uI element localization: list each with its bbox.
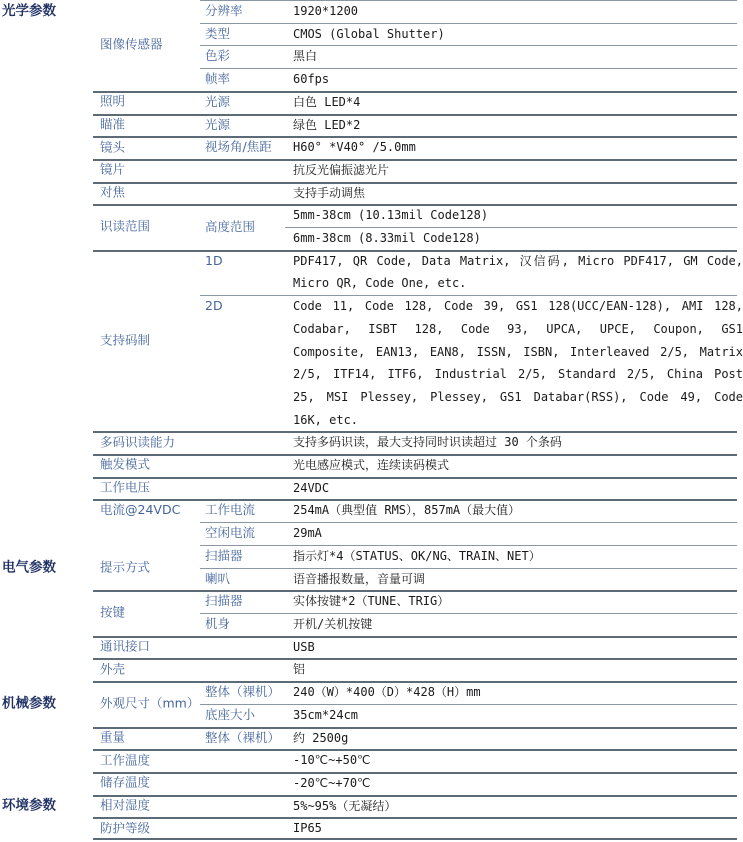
- group-row: [0, 499, 743, 544]
- param-row: [0, 136, 743, 159]
- value-cells: [293, 681, 743, 704]
- param-row: [0, 477, 743, 500]
- value-cells: [293, 727, 743, 750]
- value-line: 白色 LED*4: [293, 94, 361, 109]
- value-line: 1920*1200: [293, 4, 359, 18]
- value-cells: [293, 817, 743, 840]
- value-cell: [293, 545, 743, 568]
- value-cells: [293, 454, 743, 477]
- group-label: 通讯接口: [100, 638, 151, 654]
- param-label: 类型: [205, 25, 231, 41]
- value-cell: [293, 454, 743, 477]
- value-cells: [293, 613, 743, 636]
- value-cell: [293, 114, 743, 137]
- value-line: CMOS (Global Shutter): [293, 26, 445, 41]
- param-label: 喇叭: [205, 570, 231, 586]
- value-line: 光电感应模式，连续读码模式: [293, 458, 450, 473]
- group-row: [0, 250, 743, 432]
- value-line: 24VDC: [293, 480, 330, 495]
- value-cells: [293, 545, 743, 568]
- value-cell: [293, 795, 743, 818]
- value-cell: [293, 0, 743, 23]
- param-row: [0, 749, 743, 772]
- value-line: 60fps: [293, 72, 330, 87]
- group-row: [0, 817, 743, 840]
- value-line: Codabar, ISBT 128, Code 93, UPCA, UPCE, Coupon, GS1: [293, 321, 743, 336]
- param-row: [0, 431, 743, 454]
- value-line: PDF417, QR Code, Data Matrix, 汉信码, Micro PDF417, GM Code,: [293, 253, 743, 268]
- param-row: [0, 658, 743, 681]
- section-label: 光学参数: [2, 3, 56, 19]
- value-line: 开机/关机按键: [293, 616, 373, 631]
- param-label: 整体（裸机）: [205, 684, 281, 700]
- group-row: [0, 204, 743, 249]
- value-cells: [293, 499, 743, 522]
- value-line: -10℃~+50℃: [293, 753, 371, 768]
- group-label: 对焦: [100, 184, 126, 200]
- value-cells: [293, 568, 743, 591]
- param-label: 视场角/焦距: [205, 139, 272, 155]
- group-label: 瞄准: [100, 116, 126, 132]
- value-line: 约 2500g: [293, 730, 349, 745]
- group-label: 照明: [100, 93, 126, 109]
- group-label: 外观尺寸（mm）: [100, 695, 200, 711]
- group-label: 相对湿度: [100, 797, 151, 813]
- param-row: [0, 681, 743, 704]
- param-row: [0, 590, 743, 613]
- value-cell: [293, 658, 743, 681]
- value-cell: [293, 772, 743, 795]
- param-label: 工作电流: [205, 502, 256, 518]
- group-label: 储存温度: [100, 774, 151, 790]
- group-row: [0, 477, 743, 500]
- value-cells: [293, 295, 743, 431]
- param-row: [0, 772, 743, 795]
- value-line: 支持手动调焦: [293, 185, 366, 200]
- value-cell: [293, 568, 743, 591]
- group-row: [0, 658, 743, 681]
- param-row: [0, 295, 743, 431]
- value-line: IP65: [293, 821, 322, 836]
- value-cells: [293, 795, 743, 818]
- value-cells: [293, 91, 743, 114]
- param-label: 2D: [205, 298, 223, 314]
- value-line: 语音播报数量，音量可调: [293, 571, 426, 586]
- param-label: 光源: [205, 116, 231, 132]
- value-line: 25, MSI Plessey, Plessey, GS1 Databar(RSS), Code 49, Code: [293, 389, 743, 404]
- group-label: 触发模式: [100, 457, 151, 473]
- group-label: 图像传感器: [100, 37, 163, 53]
- param-row: [0, 45, 743, 68]
- value-cell: [293, 499, 743, 522]
- value-line: 254mA（典型值 RMS），857mA（最大值）: [293, 503, 521, 518]
- param-row: [0, 454, 743, 477]
- section-label: 电气参数: [2, 559, 56, 576]
- value-cells: [293, 658, 743, 681]
- value-cells: [293, 704, 743, 727]
- value-cell: [293, 23, 743, 46]
- group-row: [0, 636, 743, 659]
- param-label: 底座大小: [205, 706, 256, 722]
- value-cells: [293, 204, 743, 249]
- value-cells: [293, 114, 743, 137]
- param-label: 帧率: [205, 71, 231, 87]
- value-cell: [293, 159, 743, 182]
- group-label: 电流@24VDC: [100, 502, 181, 518]
- param-row: [0, 613, 743, 636]
- value-line: USB: [293, 639, 315, 654]
- param-label: 分辨率: [205, 3, 243, 18]
- value-cell: [293, 295, 743, 431]
- value-cells: [293, 182, 743, 205]
- group-row: [0, 431, 743, 454]
- value-cell: [293, 590, 743, 613]
- param-row: [0, 23, 743, 46]
- group-label: 多码识读能力: [100, 434, 176, 450]
- value-line: Code 11, Code 128, Code 39, GS1 128(UCC/EAN-128), AMI 128,: [293, 299, 743, 314]
- value-cell: [293, 727, 743, 750]
- value-cell: [293, 431, 743, 454]
- group-row: [0, 182, 743, 205]
- group-row: [0, 727, 743, 750]
- param-row: [0, 522, 743, 545]
- group-label: 外壳: [100, 661, 126, 677]
- value-cell: [293, 613, 743, 636]
- value-cells: [293, 477, 743, 500]
- value-line: 铝: [293, 662, 306, 677]
- value-line: 绿色 LED*2: [293, 117, 361, 132]
- param-row: [0, 817, 743, 840]
- value-cell: [293, 749, 743, 772]
- param-row: [0, 636, 743, 659]
- param-row: [0, 704, 743, 727]
- param-row: [0, 204, 743, 249]
- value-line: Composite, EAN13, EAN8, ISSN, ISBN, Interleaved 2/5, Matrix: [293, 344, 743, 359]
- value-line: 抗反光偏振滤光片: [293, 162, 390, 177]
- group-row: [0, 795, 743, 818]
- param-label: 整体（裸机）: [205, 729, 281, 745]
- param-label: 高度范围: [205, 218, 256, 234]
- value-line: -20℃~+70℃: [293, 775, 371, 790]
- value-line: 16K, etc.: [293, 412, 359, 427]
- section-label: 机械参数: [2, 695, 56, 712]
- value-cell: [293, 250, 743, 295]
- param-row: [0, 68, 743, 91]
- group-label: 支持码制: [100, 332, 151, 348]
- value-line: 5%~95%（无凝结）: [293, 798, 397, 813]
- group-row: [0, 159, 743, 182]
- value-line: 35cm*24cm: [293, 707, 359, 722]
- param-row: [0, 91, 743, 114]
- group-row: [0, 590, 743, 635]
- param-row: [0, 545, 743, 568]
- value-cell: [293, 817, 743, 840]
- group-row: [0, 681, 743, 726]
- value-line: Micro QR, Code One, etc.: [293, 276, 467, 291]
- group-row: [0, 91, 743, 114]
- param-row: [0, 568, 743, 591]
- param-label: 扫描器: [205, 547, 243, 563]
- value-cells: [293, 159, 743, 182]
- section-label: 环境参数: [2, 797, 56, 814]
- value-cell: [293, 522, 743, 545]
- value-cell: [293, 704, 743, 727]
- value-cell: [293, 204, 743, 227]
- value-line: 6mm-38cm (8.33mil Code128): [293, 231, 481, 246]
- param-row: [0, 0, 743, 23]
- value-cell: [293, 681, 743, 704]
- value-line: 2/5, ITF14, ITF6, Industrial 2/5, Standard 2/5, China Post: [293, 367, 743, 382]
- param-label: 机身: [205, 615, 231, 631]
- param-label: 空闲电流: [205, 525, 256, 541]
- group-row: [0, 772, 743, 795]
- value-cells: [293, 522, 743, 545]
- value-cell: [293, 227, 743, 250]
- value-cells: [293, 0, 743, 23]
- group-label: 工作电压: [100, 479, 151, 495]
- value-cell: [293, 91, 743, 114]
- value-line: H60° *V40° /5.0mm: [293, 140, 416, 155]
- value-cell: [293, 477, 743, 500]
- value-cell: [293, 636, 743, 659]
- group-label: 镜头: [100, 139, 126, 155]
- param-row: [0, 795, 743, 818]
- group-label: 按键: [100, 604, 126, 620]
- value-cells: [293, 749, 743, 772]
- value-line: 黑白: [293, 49, 318, 64]
- param-label: 光源: [205, 93, 231, 109]
- value-line: 5mm-38cm (10.13mil Code128): [293, 208, 489, 223]
- group-label: 镜片: [100, 161, 126, 177]
- value-line: 支持多码识读，最大支持同时识读超过 30 个条码: [293, 435, 562, 450]
- value-cells: [293, 590, 743, 613]
- group-row: [0, 114, 743, 137]
- param-row: [0, 250, 743, 295]
- group-row: [0, 749, 743, 772]
- value-cell: [293, 136, 743, 159]
- group-label: 识读范围: [100, 218, 151, 234]
- value-cell: [293, 68, 743, 91]
- group-row: [0, 136, 743, 159]
- value-cells: [293, 68, 743, 91]
- param-row: [0, 499, 743, 522]
- group-label: 重量: [100, 729, 126, 745]
- param-row: [0, 182, 743, 205]
- group-row: [0, 545, 743, 590]
- param-label: 1D: [205, 252, 223, 268]
- param-row: [0, 727, 743, 750]
- param-label: 扫描器: [205, 593, 243, 609]
- value-cells: [293, 45, 743, 68]
- value-cell: [293, 182, 743, 205]
- value-cells: [293, 636, 743, 659]
- value-cells: [293, 136, 743, 159]
- value-line: 240（W）*400（D）*428（H）mm: [293, 685, 481, 700]
- value-cells: [293, 250, 743, 295]
- group-label: 防护等级: [100, 820, 151, 836]
- group-label: 工作温度: [100, 752, 151, 768]
- group-row: [0, 454, 743, 477]
- value-cells: [293, 772, 743, 795]
- group-row: [0, 0, 743, 91]
- param-row: [0, 159, 743, 182]
- group-label: 提示方式: [100, 559, 151, 575]
- value-cells: [293, 431, 743, 454]
- param-row: [0, 114, 743, 137]
- value-cells: [293, 23, 743, 46]
- value-cell: [293, 45, 743, 68]
- value-line: 指示灯*4（STATUS、OK/NG、TRAIN、NET）: [293, 548, 541, 563]
- value-line: 实体按键*2（TUNE、TRIG）: [293, 594, 450, 609]
- param-label: 色彩: [205, 48, 231, 64]
- value-line: 29mA: [293, 526, 322, 541]
